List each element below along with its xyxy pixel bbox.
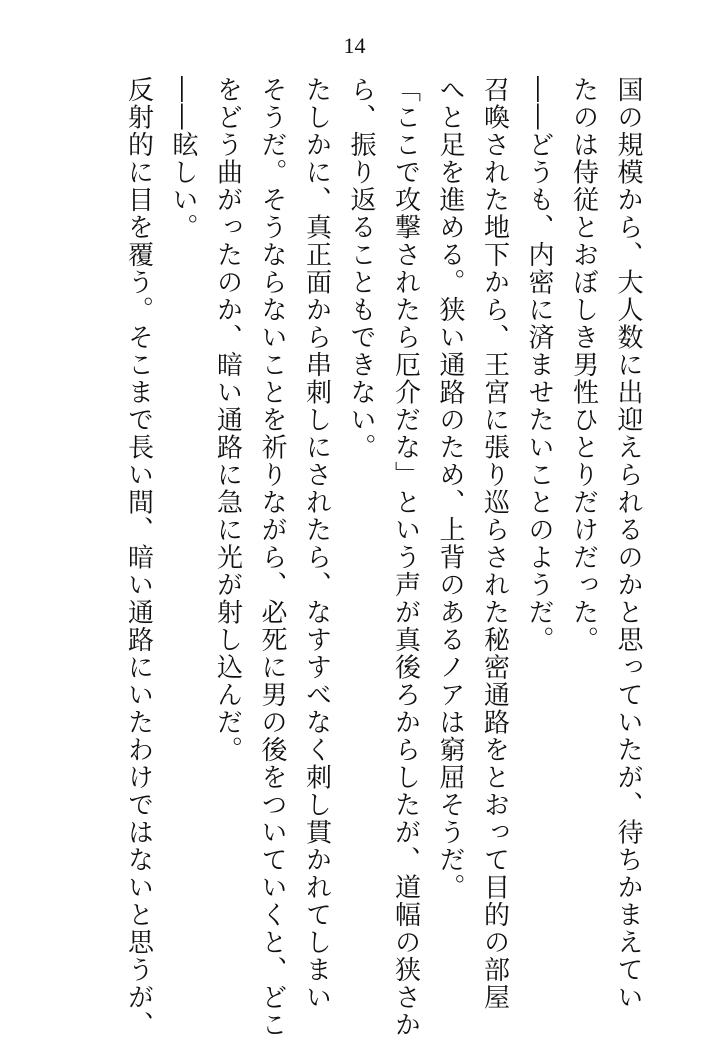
- text-line: そうだ。そうならないことを祈りながら、必死に男の後をついていくと、どこ: [257, 76, 287, 1039]
- text-line: 反射的に目を覆う。そこまで長い間、暗い通路にいたわけではないと思うが、: [123, 76, 154, 1039]
- body-text: [123, 76, 650, 1039]
- text-line: をどう曲がったのか、暗い通路に急に光が射し込んだ。: [212, 76, 243, 764]
- text-line: 召喚された地下から、王宮に張り巡らされた秘密通路をとおって目的の部屋: [479, 76, 510, 1011]
- text-line: 「ここで攻撃されたら厄介だな」という声が真後ろからしたが、道幅の狭さか: [390, 76, 421, 1039]
- text-line: たしかに、真正面から串刺しにされたら、なすすべなく刺し貫かれてしまい: [301, 76, 332, 1011]
- text-line: ――どうも、内密に済ませたいことのようだ。: [524, 76, 554, 654]
- text-line: たのは侍従とおぼしき男性ひとりだけだった。: [568, 76, 599, 654]
- text-line: ――眩しい。: [168, 76, 198, 241]
- text-line: ら、振り返ることもできない。: [346, 76, 376, 461]
- page-number: 14: [343, 33, 366, 58]
- text-line: へと足を進める。狭い通路のため、上背のあるノアは窮屈そうだ。: [435, 76, 465, 901]
- text-line: 国の規模から、大人数に出迎えられるのかと思っていたが、待ちかまえてい: [613, 76, 643, 1011]
